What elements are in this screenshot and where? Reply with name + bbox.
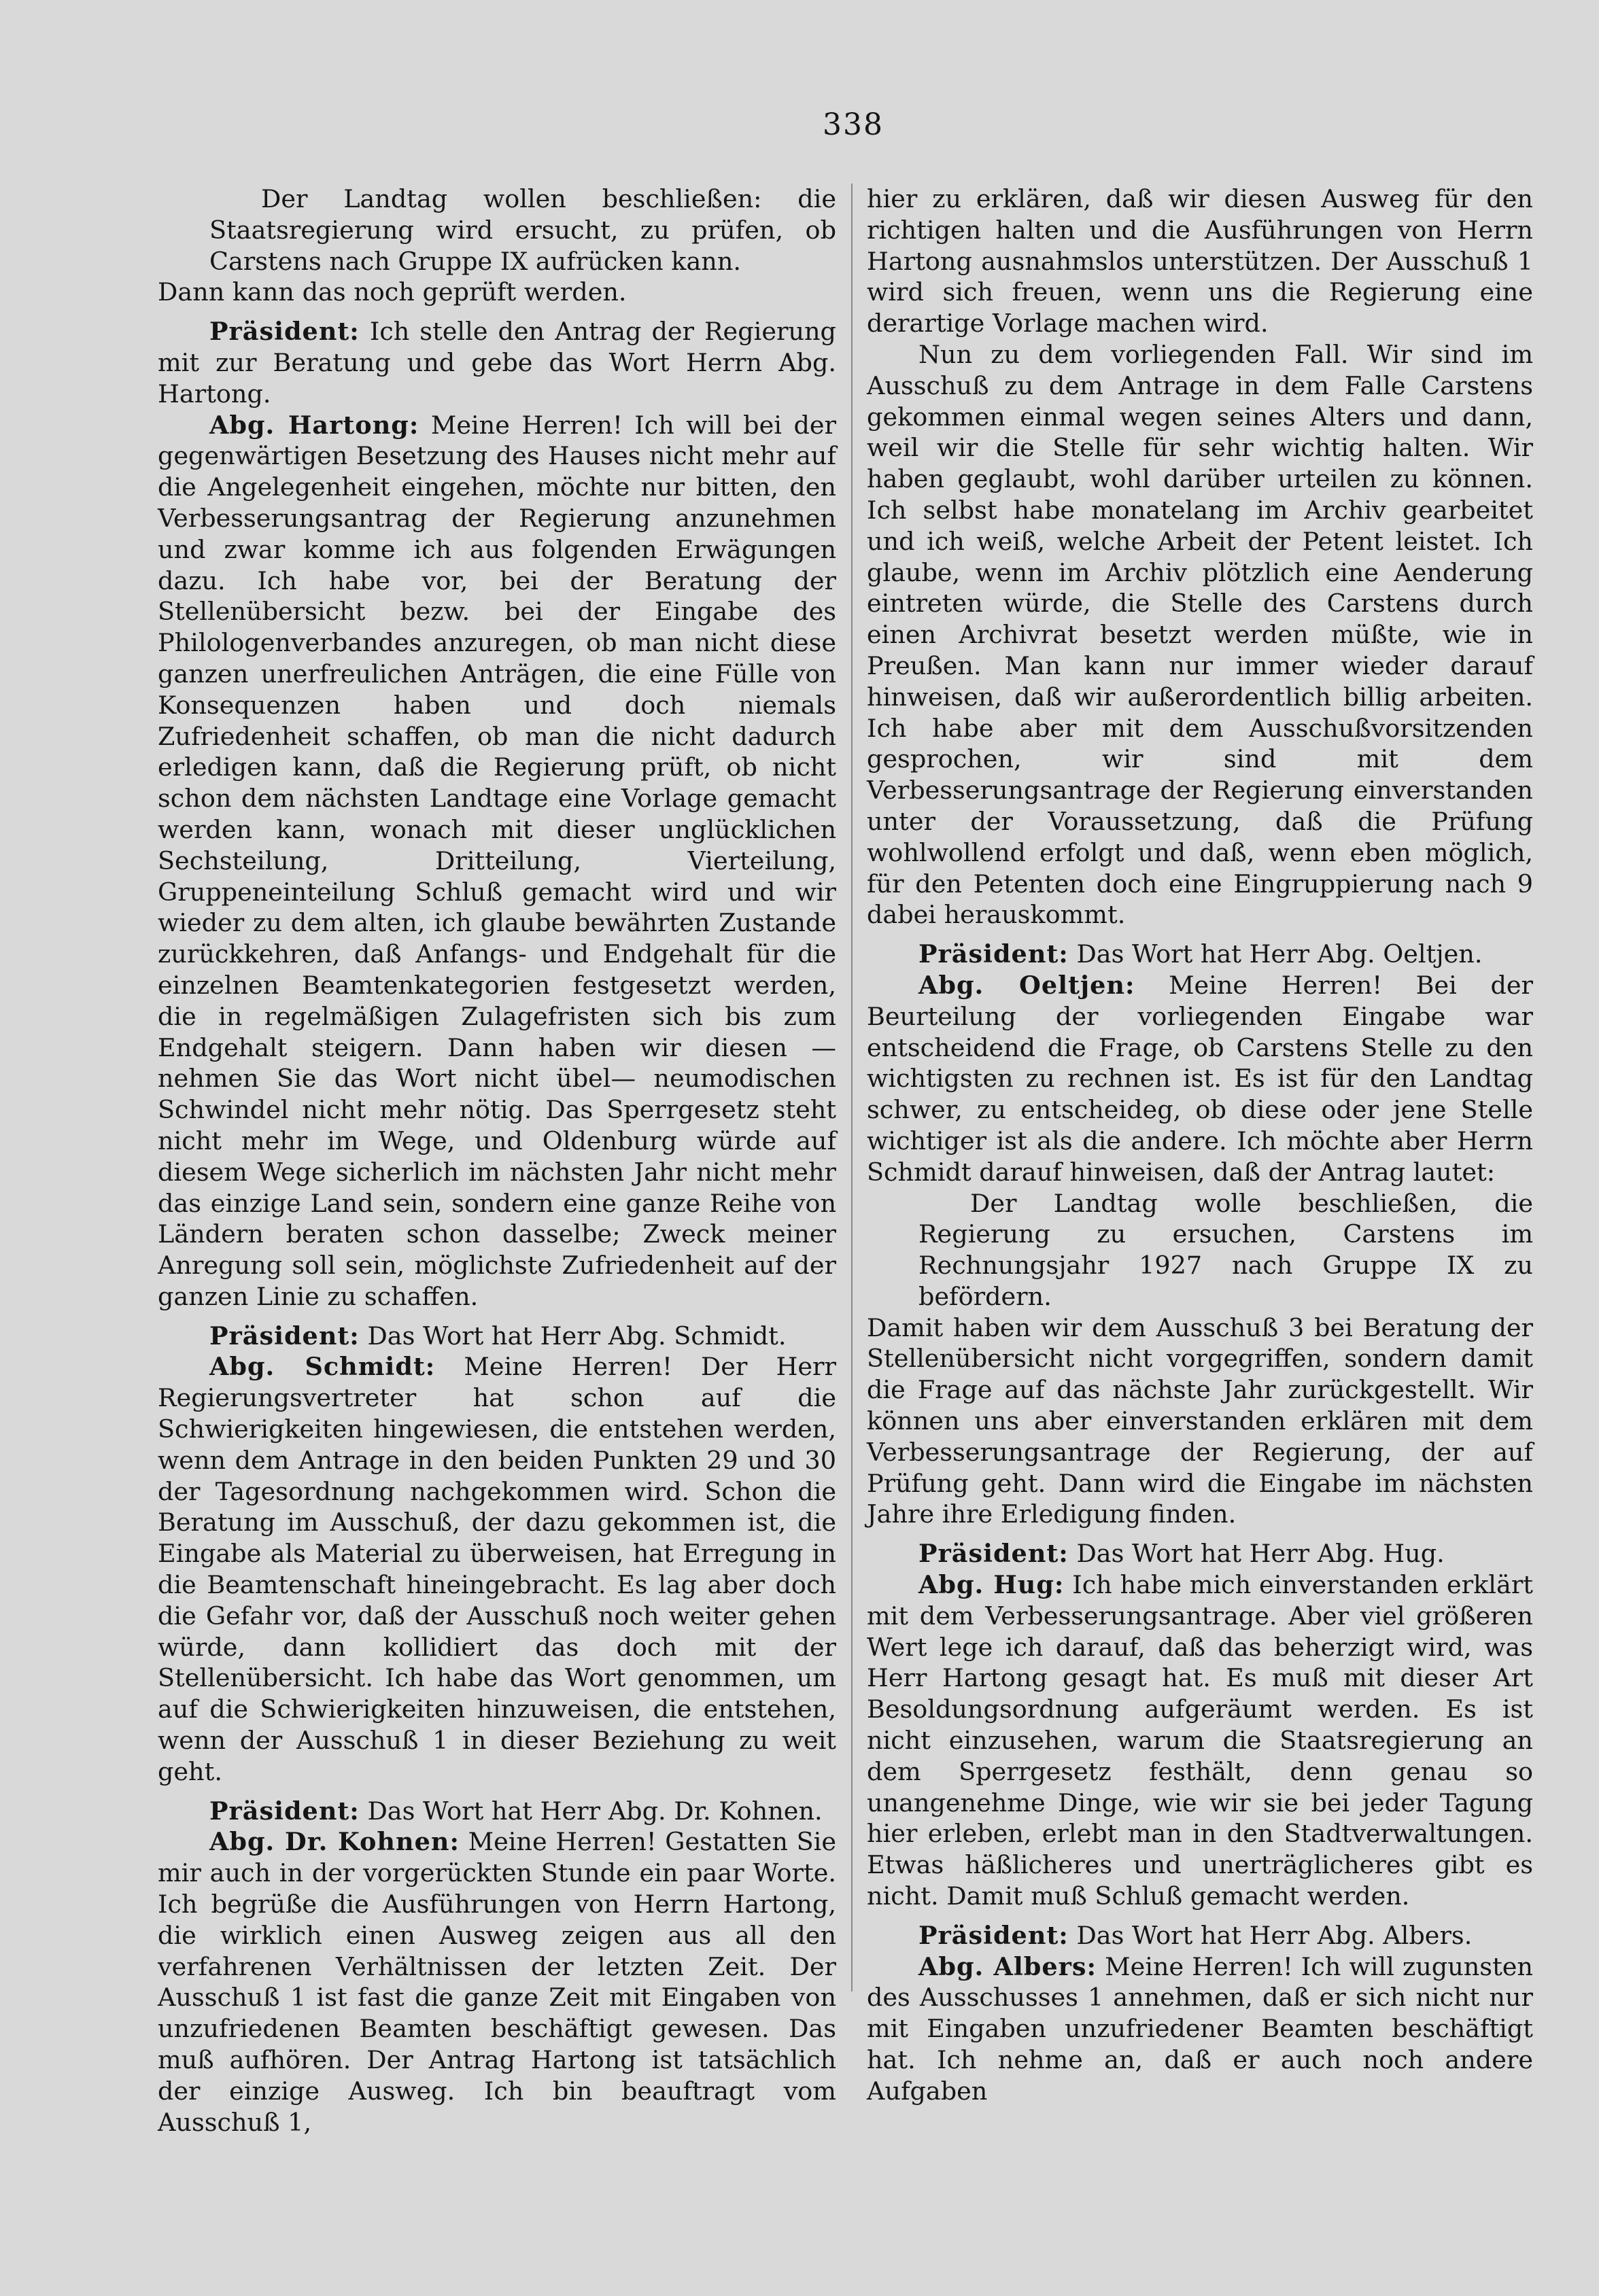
speech-paragraph	[867, 970, 1533, 1188]
speaker-name: Präsident:	[209, 1321, 360, 1351]
paragraph-text: Meine Herren! Ich will zugunsten des Ausschusses 1 annehmen, daß er sich nicht nur mit Eingaben unzufriedener Beamten beschäftigt hat. Ich nehme an, daß er auch noch andere Aufgaben	[867, 1951, 1533, 2106]
speech-paragraph	[158, 316, 836, 409]
speaker-name: Abg. Schmidt:	[209, 1352, 436, 1382]
speech-paragraph	[867, 1538, 1533, 1569]
paragraph-text: Das Wort hat Herr Abg. Albers.	[1076, 1920, 1473, 1950]
speaker-name: Abg. Oeltjen:	[918, 970, 1135, 1000]
paragraph-text: Das Wort hat Herr Abg. Schmidt.	[367, 1321, 787, 1351]
left-column	[158, 184, 836, 2138]
paragraph-text: hier zu erklären, daß wir diesen Ausweg für den richtigen halten und die Ausführungen von Herrn Hartong ausnahmslos unterstützen. Der Ausschuß 1 wird sich freuen, wenn uns die Regierung eine derartige Vorlage machen wird.	[867, 184, 1533, 338]
paragraph-text: Meine Herren! Bei der Beurteilung der vorliegenden Eingabe war entscheidend die Frage, ob Carstens Stelle zu den wichtigsten zu rechnen ist. Es ist für den Landtag schwer, zu entscheideg, ob diese oder jene Stelle wichtiger ist als die andere. Ich möchte aber Herrn Schmidt darauf hinweisen, daß der Antrag lautet:	[867, 970, 1533, 1187]
speech-paragraph	[158, 1321, 836, 1352]
paragraph-text: Das Wort hat Herr Abg. Oeltjen.	[1076, 939, 1483, 969]
speech-paragraph	[158, 410, 836, 1312]
speech-paragraph	[158, 1796, 836, 1827]
speech-paragraph	[158, 1826, 836, 2138]
paragraph	[867, 184, 1533, 339]
speech-paragraph	[158, 1351, 836, 1787]
speaker-name: Präsident:	[918, 939, 1069, 969]
paragraph-text: Dann kann das noch geprüft werden.	[158, 277, 627, 307]
speaker-name: Präsident:	[209, 1796, 360, 1826]
speaker-name: Abg. Dr. Kohnen:	[209, 1827, 460, 1857]
paragraph-text: Das Wort hat Herr Abg. Hug.	[1076, 1539, 1445, 1569]
paragraph-text: Ich habe mich einverstanden erklärt mit dem Verbesserungsantrage. Aber viel größeren Wert lege ich darauf, daß das beherzigt wird, was Herr Hartong gesagt hat. Es muß mit dieser Art Besoldungsordnung aufgeräumt werden. Es ist nicht einzusehen, warum die Staatsregierung an dem Sperrgesetz festhält, denn genau so unangenehme Dinge, wie wir sie bei jeder Tagung hier erleben, erlebt man in den Stadtverwaltungen. Etwas häßlicheres und unerträglicheres gibt es nicht. Damit muß Schluß gemacht werden.	[867, 1570, 1533, 1911]
paragraph	[158, 277, 836, 308]
speaker-name: Abg. Hartong:	[209, 410, 419, 440]
speaker-name: Präsident:	[918, 1539, 1069, 1569]
page-number: 338	[823, 107, 884, 142]
speaker-name: Abg. Hug:	[918, 1570, 1065, 1600]
paragraph-text: Das Wort hat Herr Abg. Dr. Kohnen.	[367, 1796, 823, 1826]
quoted-motion	[158, 184, 836, 277]
speech-paragraph	[867, 1920, 1533, 1951]
quoted-motion	[867, 1188, 1533, 1312]
paragraph-text: Nun zu dem vorliegenden Fall. Wir sind im Ausschuß zu dem Antrage in dem Falle Carstens gekommen einmal wegen seines Alters und dann, weil wir die Stelle für sehr wichtig halten. Wir haben geglaubt, wohl darüber urteilen zu können. Ich selbst habe monatelang im Archiv gearbeitet und ich weiß, welche Arbeit der Petent leistet. Ich glaube, wenn im Archiv plötzlich eine Aenderung eintreten würde, die Stelle des Carstens durch einen Archivrat besetzt werden müßte, wie in Preußen. Man kann nur immer wieder darauf hinweisen, daß wir außerordentlich billig arbeiten. Ich habe aber mit dem Ausschußvorsitzenden gesprochen, wir sind mit dem Verbesserungsantrage der Regierung einverstanden unter der Voraussetzung, daß die Prüfung wohlwollend erfolgt und daß, wenn eben möglich, für den Petenten doch eine Eingruppierung nach 9 dabei herauskommt.	[867, 339, 1533, 930]
paragraph	[867, 1312, 1533, 1531]
right-column	[867, 184, 1533, 2107]
paragraph-text: Meine Herren! Gestatten Sie mir auch in der vorgerückten Stunde ein paar Worte. Ich begrüße die Ausführungen von Herrn Hartong, die wirklich einen Ausweg zeigen aus all den verfahrenen Verhältnissen der letzten Zeit. Der Ausschuß 1 ist fast die ganze Zeit mit Eingaben von unzufriedenen Beamten beschäftigt gewesen. Das muß aufhören. Der Antrag Hartong ist tatsächlich der einzige Ausweg. Ich bin beauftragt vom Ausschuß 1,	[158, 1827, 836, 2137]
speaker-name: Präsident:	[918, 1920, 1069, 1950]
paragraph-text: Ich stelle den Antrag der Regierung mit zur Beratung und gebe das Wort Herrn Abg. Hartong.	[158, 317, 836, 408]
paragraph-text: Der Landtag wollen beschließen: die Staatsregierung wird ersucht, zu prüfen, ob Carstens nach Gruppe IX aufrücken kann.	[209, 184, 836, 276]
paragraph-text: Meine Herren! Ich will bei der gegenwärtigen Besetzung des Hauses nicht mehr auf die Angelegenheit eingehen, möchte nur bitten, den Verbesserungsantrag der Regierung anzunehmen und zwar komme ich aus folgenden Erwägungen dazu. Ich habe vor, bei der Beratung der Stellenübersicht bezw. bei der Eingabe des Philologenverbandes anzuregen, ob man nicht diese ganzen unerfreulichen Anträgen, die eine Fülle von Konsequenzen haben und doch niemals Zufriedenheit schaffen, ob man die nicht dadurch erledigen kann, daß die Regierung prüft, ob nicht schon dem nächsten Landtage eine Vorlage gemacht werden kann, wonach mit dieser unglücklichen Sechsteilung, Dritteilung, Vierteilung, Gruppeneinteilung Schluß gemacht wird und wir wieder zu dem alten, ich glaube bewährten Zustande zurückkehren, daß Anfangs- und Endgehalt für die einzelnen Beamtenkategorien festgesetzt werden, die in regelmäßigen Zulagefristen sich bis zum Endgehalt steigern. Dann haben wir diesen —nehmen Sie das Wort nicht übel— neumodischen Schwindel nicht mehr nötig. Das Sperrgesetz steht nicht mehr im Wege, und Oldenburg würde auf diesem Wege sicherlich im nächsten Jahr nicht mehr das einzige Land sein, sondern eine ganze Reihe von Ländern beraten schon dasselbe; Zweck meiner Anregung soll sein, möglichste Zufriedenheit auf der ganzen Linie zu schaffen.	[158, 410, 836, 1311]
paragraph-text: Der Landtag wolle beschließen, die Regierung zu ersuchen, Carstens im Rechnungsjahr 1927 nach Gruppe IX zu befördern.	[918, 1188, 1533, 1311]
paragraph-text: Damit haben wir dem Ausschuß 3 bei Beratung der Stellenübersicht nicht vorgegriffen, sondern damit die Frage auf das nächste Jahr zurückgestellt. Wir können uns aber einverstanden erklären mit dem Verbesserungsantrage der Regierung, der auf Prüfung geht. Dann wird die Eingabe im nächsten Jahre ihre Erledigung finden.	[867, 1312, 1533, 1529]
speaker-name: Präsident:	[209, 317, 360, 347]
speaker-name: Abg. Albers:	[918, 1951, 1097, 1981]
speech-paragraph	[867, 1951, 1533, 2107]
paragraph-text: Meine Herren! Der Herr Regierungsvertreter hat schon auf die Schwierigkeiten hingewiesen, die entstehen werden, wenn dem Antrage in den beiden Punkten 29 und 30 der Tagesordnung nachgekommen wird. Schon die Beratung im Ausschuß, der dazu gekommen ist, die Eingabe als Material zu überweisen, hat Erregung in die Beamtenschaft hineingebracht. Es lag aber doch die Gefahr vor, daß der Ausschuß noch weiter gehen würde, dann kollidiert das doch mit der Stellenübersicht. Ich habe das Wort genommen, um auf die Schwierigkeiten hinzuweisen, die entstehen, wenn der Ausschuß 1 in dieser Beziehung zu weit geht.	[158, 1352, 837, 1786]
speech-paragraph	[867, 939, 1533, 970]
speech-paragraph	[867, 1569, 1533, 1912]
paragraph	[867, 339, 1533, 930]
